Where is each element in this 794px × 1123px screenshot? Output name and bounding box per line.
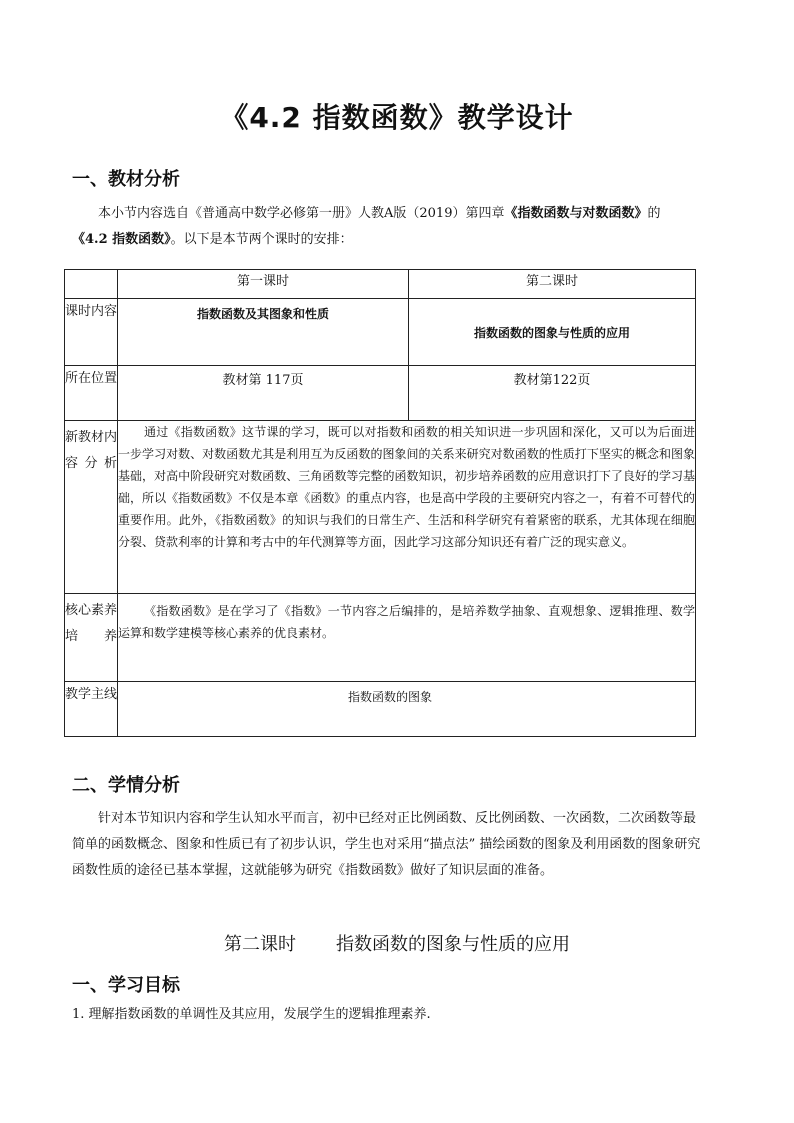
table-row-mainline [65, 682, 696, 737]
intro-unit-title: 《4.2 指数函数》 [72, 232, 171, 247]
table-row-location [65, 366, 696, 421]
learning-goal-1: 1. 理解指数函数的单调性及其应用，发展学生的逻辑推理素养. [72, 1007, 431, 1022]
cell-content-lesson2: 指数函数的图象与性质的应用 [409, 299, 696, 366]
table-row-content [65, 299, 696, 366]
intro-text-pre: 本小节内容选自《普通高中数学必修第一册》人教A版（2019）第四章 [98, 206, 505, 221]
row-label-literacy: 核心素养培养 [65, 594, 118, 682]
table-row-analysis [65, 421, 696, 594]
col-header-lesson1: 第一课时 [118, 270, 409, 299]
table-row-literacy [65, 594, 696, 682]
cell-mainline-text: 指数函数的图象 [118, 682, 696, 737]
student-analysis-paragraph: 针对本节知识内容和学生认知水平而言，初中已经对正比例函数、反比例函数、一次函数，二次函数等最简单的函数概念、图象和性质已有了初步认识，学生也对采用“描点法” 描绘函数的图象及利用函数的图象研究函数性质的途径已基本掌握，这就能够为研究《指数函数》做好了知识层面的准备。 [72, 811, 701, 878]
cell-location-lesson1: 教材第 117页 [118, 366, 409, 421]
row-label-content: 课时内容 [65, 299, 118, 366]
col-header-lesson2: 第二课时 [409, 270, 696, 299]
row-label-mainline: 教学主线 [65, 682, 118, 737]
row-label-analysis: 新教材内容分析 [65, 421, 118, 594]
section-heading-student-analysis: 二、学情分析 [72, 775, 180, 796]
lesson-plan-table [64, 269, 696, 737]
section-heading-learning-goals: 一、学习目标 [72, 975, 180, 996]
table-corner-cell [65, 270, 118, 299]
document-title: 《4.2 指数函数》教学设计 [220, 101, 574, 134]
row-label-location: 所在位置 [65, 366, 118, 421]
cell-literacy-text: 《指数函数》是在学习了《指数》一节内容之后编排的，是培养数学抽象、直观想象、逻辑推理、数学运算和数学建模等核心素养的优良素材。 [118, 594, 696, 682]
intro-text-de: 的 [647, 206, 661, 221]
cell-analysis-text: 通过《指数函数》这节课的学习，既可以对指数和函数的相关知识进一步巩固和深化，又可以为后面进一步学习对数、对数函数尤其是利用互为反函数的图象间的关系来研究对数函数的性质打下坚实的概念和图象基础，对高中阶段研究对数函数、三角函数等完整的函数知识，初步培养函数的应用意识打下了良好的学习基础，所以《指数函数》不仅是本章《函数》的重点内容，也是高中学段的主要研究内容之一，有着不可替代的重要作用。此外，《指数函数》的知识与我们的日常生产、生活和科学研究有着紧密的联系，尤其体现在细胞分裂、贷款利率的计算和考古中的年代测算等方面，因此学习这部分知识还有着广泛的现实意义。 [118, 421, 696, 594]
intro-book-title: 《指数函数与对数函数》 [504, 206, 648, 221]
intro-paragraph [72, 201, 706, 253]
lesson2-title [0, 930, 794, 956]
lesson2-label: 第二课时 [224, 934, 296, 955]
cell-content-lesson1: 指数函数及其图象和性质 [118, 299, 409, 366]
table-header-row [65, 270, 696, 299]
cell-location-lesson2: 教材第122页 [409, 366, 696, 421]
lesson2-topic: 指数函数的图象与性质的应用 [336, 934, 570, 955]
section-heading-textbook-analysis: 一、教材分析 [72, 169, 180, 190]
intro-text-post: 。以下是本节两个课时的安排： [170, 232, 353, 247]
